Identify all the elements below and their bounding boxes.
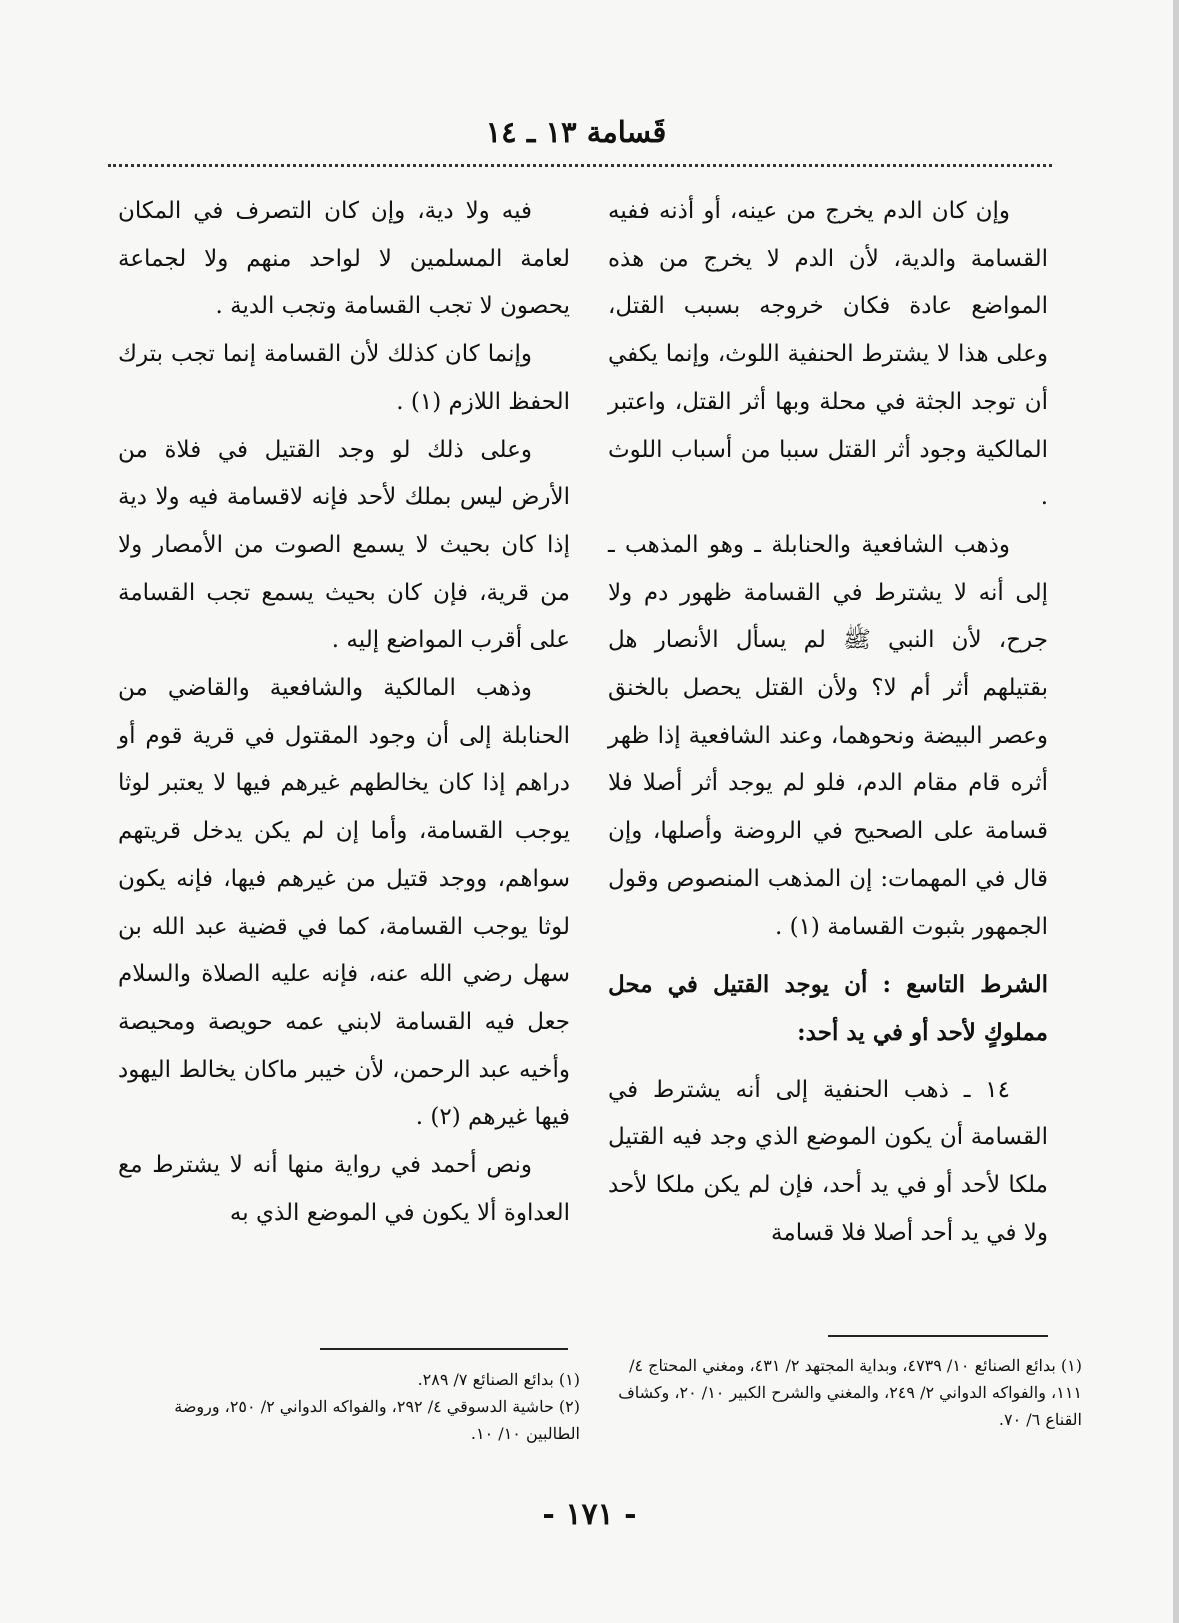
- paragraph: فيه ولا دية، وإن كان التصرف في المكان لعامة المسلمين لا لواحد منهم ولا لجماعة يحصون لا تجب القسامة وتجب الدية .: [118, 198, 570, 320]
- footnotes-left: [120, 1366, 580, 1447]
- footnote: (٢) حاشية الدسوقي ٤/ ٢٩٢، والفواكه الدواني ٢/ ٢٥٠، وروضة الطالبين ١٠/ ١٠.: [174, 1397, 580, 1443]
- paragraph: ١٤ ـ ذهب الحنفية إلى أنه يشترط في القسامة أن يكون الموضع الذي وجد فيه القتيل ملكا لأحد أو في يد أحد، فإن لم يكن ملكا لأحد ولا في يد أحد أصلا فلا قسامة: [608, 1076, 1048, 1246]
- footnotes-right: [610, 1352, 1082, 1433]
- footnote-divider: [320, 1348, 568, 1350]
- header-divider: [108, 164, 1052, 167]
- paragraph: وذهب المالكية والشافعية والقاضي من الحنابلة إلى أن وجود المقتول في قرية قوم أو دراهم إذا كان يخالطهم غيرهم فيها لا يعتبر لوثا يوجب القسامة، وأما إن لم يكن يدخل قريتهم سواهم، ووجد قتيل من غيرهم فيها، فإنه يكون لوثا يوجب القسامة، كما في قضية عبد الله بن سهل رضي الله عنه، فإنه عليه الصلاة والسلام جعل فيه القسامة لابني عمه حويصة ومحيصة وأخيه عبد الرحمن، لأن خيبر ماكان يخالط اليهود فيها غيرهم (٢) .: [118, 675, 570, 1131]
- paragraph: وإنما كان كذلك لأن القسامة إنما تجب بترك الحفظ اللازم (١) .: [118, 341, 570, 415]
- footnote: (١) بدائع الصنائع ١٠/ ٤٧٣٩، وبداية المجتهد ٢/ ٤٣١، ومغني المحتاج ٤/ ١١١، والفواكه الدواني ٢/ ٢٤٩، والمغني والشرح الكبير ١٠/ ٢٠، وكشاف القناع ٦/ ٧٠.: [618, 1356, 1082, 1429]
- left-column: [118, 188, 570, 1237]
- page-header: [102, 112, 1050, 152]
- paragraph: وذهب الشافعية والحنابلة ـ وهو المذهب ـ إلى أنه لا يشترط في القسامة ظهور دم ولا جرح، لأن النبي ﷺ لم يسأل الأنصار هل بقتيلهم أثر أم لا؟ ولأن القتل يحصل بالخنق وعصر البيضة ونحوهما، وعند الشافعية إذا ظهر أثره قام مقام الدم، فلو لم يوجد أثر أصلا فلا قسامة على الصحيح في الروضة وأصلها، وإن قال في المهمات: إن المذهب المنصوص وقول الجمهور بثبوت القسامة (١) .: [608, 531, 1048, 940]
- right-column: [608, 188, 1048, 1257]
- paragraph: ونص أحمد في رواية منها أنه لا يشترط مع العداوة ألا يكون في الموضع الذي به: [118, 1152, 570, 1226]
- footnote-divider: [828, 1335, 1048, 1337]
- paragraph: وعلى ذلك لو وجد القتيل في فلاة من الأرض ليس بملك لأحد فإنه لاقسامة فيه ولا دية إذا كان بحيث لا يسمع الصوت من الأمصار ولا من قرية، فإن كان بحيث يسمع تجب القسامة على أقرب المواضع إليه .: [118, 436, 570, 654]
- footnote: (١) بدائع الصنائع ٧/ ٢٨٩.: [417, 1370, 580, 1389]
- section-heading: الشرط التاسع : أن يوجد القتيل في محل مملوكٍ لأحد أو في يد أحد:: [608, 971, 1048, 1046]
- page-number: - ١٧١ -: [542, 1497, 637, 1532]
- paragraph: وإن كان الدم يخرج من عينه، أو أذنه ففيه القسامة والدية، لأن الدم لا يخرج من هذه المواضع عادة فكان خروجه بسبب القتل، وعلى هذا لا يشترط الحنفية اللوث، وإنما يكفي أن توجد الجثة في محلة وبها أثر القتل، واعتبر المالكية وجود أثر القتل سببا من أسباب اللوث .: [608, 198, 1048, 511]
- page-title: قَسامة ١٣ ـ ١٤: [485, 115, 667, 149]
- page-edge: [1173, 0, 1179, 1623]
